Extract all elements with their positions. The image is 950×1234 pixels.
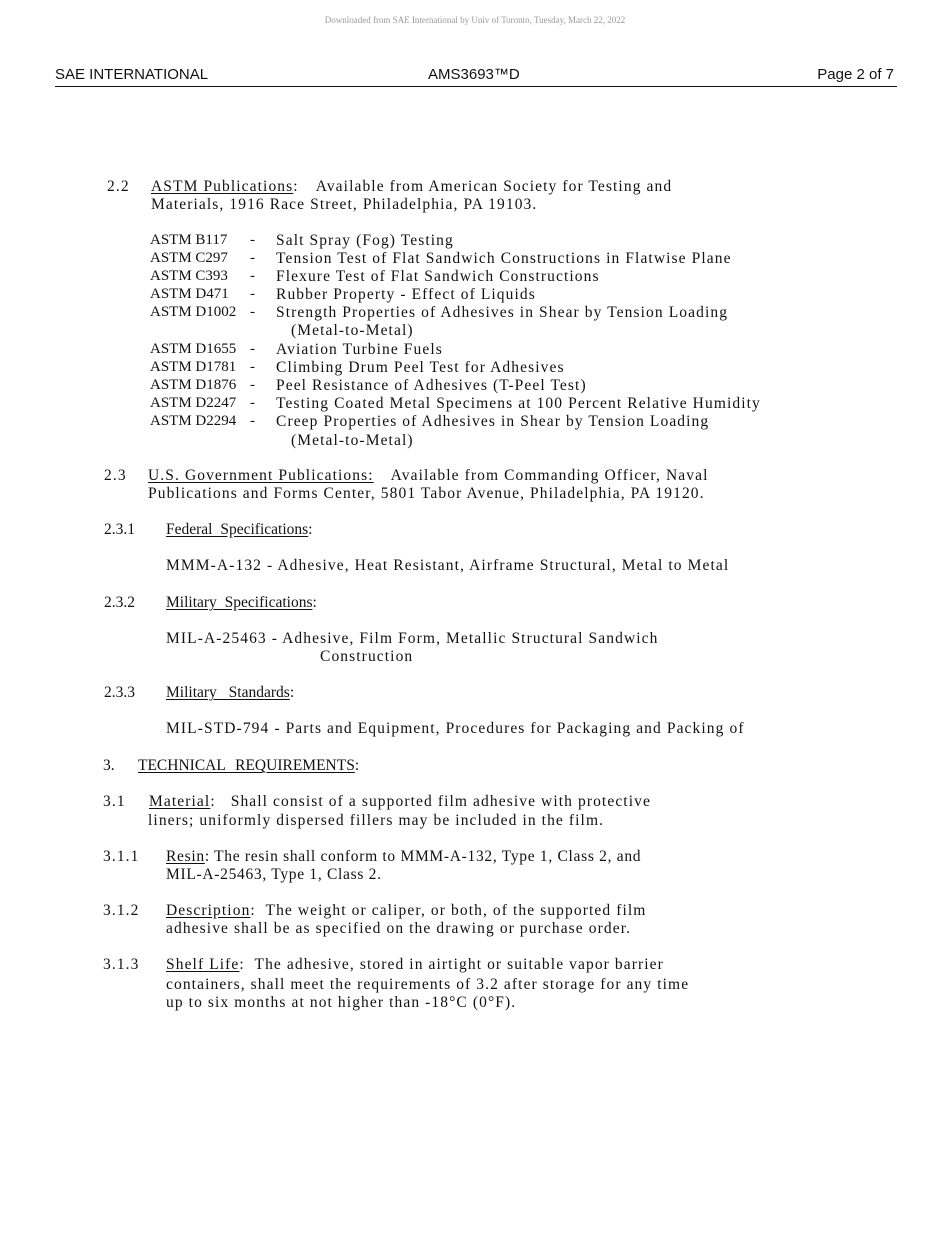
astm-code: ASTM D471: [150, 286, 229, 302]
section-number: 2.3.1: [104, 521, 135, 538]
list-dash: -: [250, 232, 255, 248]
astm-code: ASTM D1655: [150, 341, 237, 357]
spec-entry: MIL-STD-794 - Parts and Equipment, Procedures for Packaging and Packing of: [166, 720, 745, 737]
section-title: Description: [166, 902, 251, 919]
spec-entry: MMM-A-132 - Adhesive, Heat Resistant, Airframe Structural, Metal to Metal: [166, 557, 730, 574]
section-heading: [138, 757, 359, 775]
header-org: SAE INTERNATIONAL: [55, 66, 209, 83]
astm-code: ASTM D1781: [150, 359, 237, 375]
astm-code: ASTM D2247: [150, 395, 237, 411]
section-text: Shall consist of a supported film adhesive with protective: [230, 793, 651, 810]
section-number: 3.1.2: [103, 902, 140, 919]
section-heading: [166, 594, 317, 612]
section-number: 2.3.2: [104, 594, 135, 611]
section-number: 3.1.1: [103, 848, 140, 865]
section-title: ASTM Publications: [151, 178, 294, 195]
section-heading: [166, 521, 312, 539]
spec-entry: MIL-A-25463 - Adhesive, Film Form, Metallic Structural Sandwich: [166, 630, 659, 647]
heading-colon: :: [308, 521, 313, 538]
heading-colon: :: [210, 793, 216, 810]
astm-code: ASTM C393: [150, 268, 228, 284]
section-number: 2.3: [104, 467, 127, 484]
astm-title: Strength Properties of Adhesives in Shear by Tension Loading: [276, 304, 729, 321]
astm-code: ASTM D2294: [150, 413, 237, 429]
section-text: liners; uniformly dispersed fillers may be included in the film.: [148, 812, 605, 829]
astm-code: ASTM C297: [150, 250, 228, 266]
section-text: Available from American Society for Testing and: [315, 178, 673, 195]
astm-title: Flexure Test of Flat Sandwich Constructions: [276, 268, 600, 285]
section-text: : The resin shall conform to MMM-A-132, Type 1, Class 2, and: [204, 848, 642, 865]
section-text: Available from Commanding Officer, Naval: [390, 467, 709, 484]
astm-title: Creep Properties of Adhesives in Shear by Tension Loading: [276, 413, 710, 430]
list-dash: -: [250, 268, 255, 284]
section-title: Military Standards: [166, 684, 290, 701]
list-dash: -: [250, 413, 255, 429]
section-text: Publications and Forms Center, 5801 Tabor Avenue, Philadelphia, PA 19120.: [148, 485, 705, 502]
section-text: adhesive shall be as specified on the drawing or purchase order.: [166, 920, 632, 937]
section-heading: [148, 467, 708, 485]
heading-colon: :: [293, 178, 299, 195]
section-title: Shelf Life: [166, 956, 240, 973]
section-text: Materials, 1916 Race Street, Philadelphia, PA 19103.: [151, 196, 538, 213]
section-title: U.S. Government Publications:: [148, 467, 374, 484]
astm-title-continuation: (Metal-to-Metal): [291, 432, 414, 449]
section-text: : The weight or caliper, or both, of the supported film: [250, 902, 647, 919]
section-title: Military Specifications: [166, 594, 313, 611]
list-dash: -: [250, 359, 255, 375]
astm-code: ASTM D1002: [150, 304, 237, 320]
heading-colon: :: [354, 757, 360, 774]
section-heading: [166, 902, 646, 920]
section-heading: [166, 848, 641, 866]
list-dash: -: [250, 286, 255, 302]
section-heading: [151, 178, 672, 196]
section-title: TECHNICAL REQUIREMENTS: [138, 757, 355, 774]
astm-title: Rubber Property - Effect of Liquids: [276, 286, 536, 303]
astm-title: Climbing Drum Peel Test for Adhesives: [276, 359, 565, 376]
section-text: MIL-A-25463, Type 1, Class 2.: [166, 866, 382, 883]
astm-title: Tension Test of Flat Sandwich Constructions in Flatwise Plane: [276, 250, 732, 267]
section-title: Federal Specifications: [166, 521, 309, 538]
astm-code: ASTM D1876: [150, 377, 237, 393]
astm-title: Aviation Turbine Fuels: [276, 341, 443, 358]
section-number: 2.2: [107, 178, 130, 195]
list-dash: -: [250, 377, 255, 393]
section-number: 3.1.3: [103, 956, 140, 973]
header-doc-id: AMS3693™D: [428, 66, 520, 83]
list-dash: -: [250, 395, 255, 411]
list-dash: -: [250, 304, 255, 320]
download-watermark: Downloaded from SAE International by Univ of Toronto, Tuesday, March 22, 2022: [324, 15, 626, 25]
header-page-number: Page 2 of 7: [817, 66, 894, 83]
heading-colon: :: [312, 594, 317, 611]
heading-colon: :: [289, 684, 295, 701]
astm-title-continuation: (Metal-to-Metal): [291, 322, 414, 339]
section-number: 3.: [103, 757, 115, 774]
section-number: 3.1: [103, 793, 126, 810]
section-number: 2.3.3: [104, 684, 135, 701]
section-heading: [166, 684, 294, 702]
section-text: containers, shall meet the requirements of 3.2 after storage for any time: [166, 976, 690, 993]
spec-entry-continuation: Construction: [320, 648, 414, 665]
astm-title: Testing Coated Metal Specimens at 100 Percent Relative Humidity: [276, 395, 761, 412]
astm-code: ASTM B117: [150, 232, 228, 248]
section-heading: [149, 793, 651, 811]
list-dash: -: [250, 341, 255, 357]
list-dash: -: [250, 250, 255, 266]
astm-title: Salt Spray (Fog) Testing: [276, 232, 454, 249]
header-rule: [55, 86, 897, 87]
section-heading: [166, 956, 664, 974]
section-text: : The adhesive, stored in airtight or suitable vapor barrier: [239, 956, 664, 973]
astm-title: Peel Resistance of Adhesives (T-Peel Test): [276, 377, 587, 394]
section-title: Resin: [166, 848, 205, 865]
section-text: up to six months at not higher than -18°C (0°F).: [166, 994, 517, 1011]
section-title: Material: [149, 793, 211, 810]
